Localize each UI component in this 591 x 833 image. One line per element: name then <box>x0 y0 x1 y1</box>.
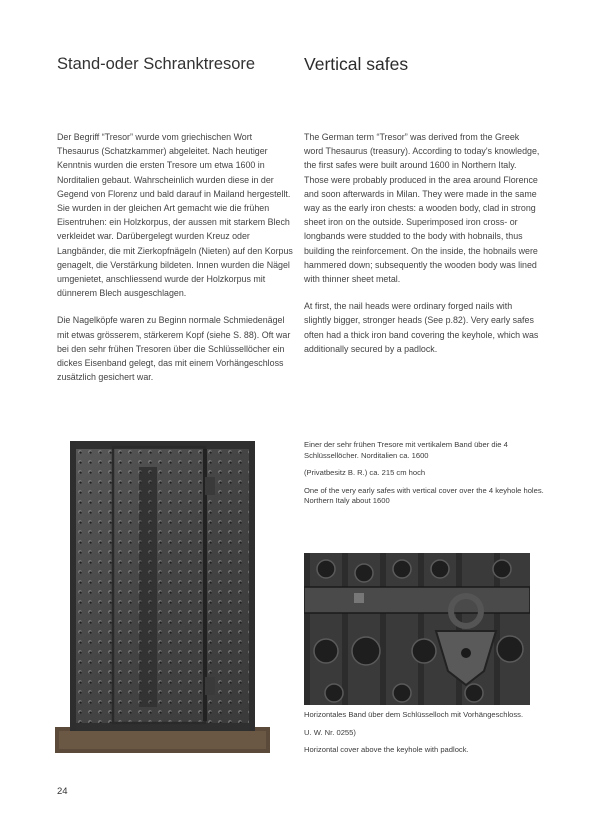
caption-line: One of the very early safes with vertical cover over the 4 keyhole holes. Northern Italy about 1600 <box>304 485 544 505</box>
caption-line: U. W. Nr. 0255) <box>304 727 356 737</box>
caption-line: Einer der sehr frühen Tresore mit vertikalem Band über die 4 Schlüssellöcher. Norditalien ca. 1600 <box>304 440 508 460</box>
body-english-paragraph: The German term “Tresor” was derived from the Greek word Thesaurus (treasury). According to today's knowledge, the first safes were built around 1600 in Northern Italy. Those were probably produced in the area around Florence and soon afterwards in Milan. They were made in the same way as the early iron chests: a wooden body, clad in strong sheet iron on the outside. Superimposed iron cross- or longbands were studded to the body with hobnails, thus building the reinforcement. On the inside, the hobnails were hammered down; subsequently the wooden body was lined with thinner sheet metal. <box>304 132 540 285</box>
body-german-paragraph: Die Nagelköpfe waren zu Beginn normale Schmiedenägel mit etwas grösserem, stärkerem Kopf (siehe S. 88). Oft war bei den sehr frühen Tresoren über die Schlüssellöcher ein dickes Eisenband gelegt, das mit einem Vorhängeschloss zusätzlich gesichert war. <box>57 315 291 383</box>
body-english-paragraph: At first, the nail heads were ordinary forged nails with slightly bigger, stronger heads (See p.82). Very early safes often had a thick iron band covering the keyhole, which was additionally secured by a padlock. <box>304 301 539 354</box>
caption-line: Horizontales Band über dem Schlüsselloch mit Vorhängeschloss. <box>304 710 524 719</box>
caption-padlock <box>304 710 554 763</box>
heading-english: Vertical safes <box>304 54 409 74</box>
page-number: 24 <box>57 786 68 797</box>
caption-line: Horizontal cover above the keyhole with padlock. <box>304 745 469 754</box>
body-german-paragraph: Der Begriff “Tresor” wurde vom griechischen Wort Thesaurus (Schatzkammer) abgeleitet. Nach heutiger Kenntnis wurden die ersten Tresore um etwa 1600 in Norditalien gebaut. Wahrscheinlich wurden diese in der Gegend von Florenz und bald darauf in Mailand hergestellt. Sie wurden in der gleichen Art gemacht wie die frühen Eisentruhen: ein Holzkorpus, der aussen mit starkem Blech verkleidet war. Darübergelegt wurden Kreuz oder Langbänder, die mit Zierkopfnägeln (Nieten) auf den Korpus genagelt, die Verstärkung bildeten. Innen wurden die Nägel umgenietet, anschliessend wurde der Holzkorpus mit dünnerem Blech ausgeschlagen. <box>57 132 293 299</box>
caption-line: (Privatbesitz B. R.) ca. 215 cm hoch <box>304 468 426 477</box>
body-german-column <box>57 130 293 397</box>
body-english-column <box>304 130 540 369</box>
heading-german: Stand-oder Schranktresore <box>57 55 256 73</box>
caption-safe <box>304 440 554 514</box>
padlock-photo <box>304 553 530 705</box>
safe-photo <box>55 437 270 757</box>
